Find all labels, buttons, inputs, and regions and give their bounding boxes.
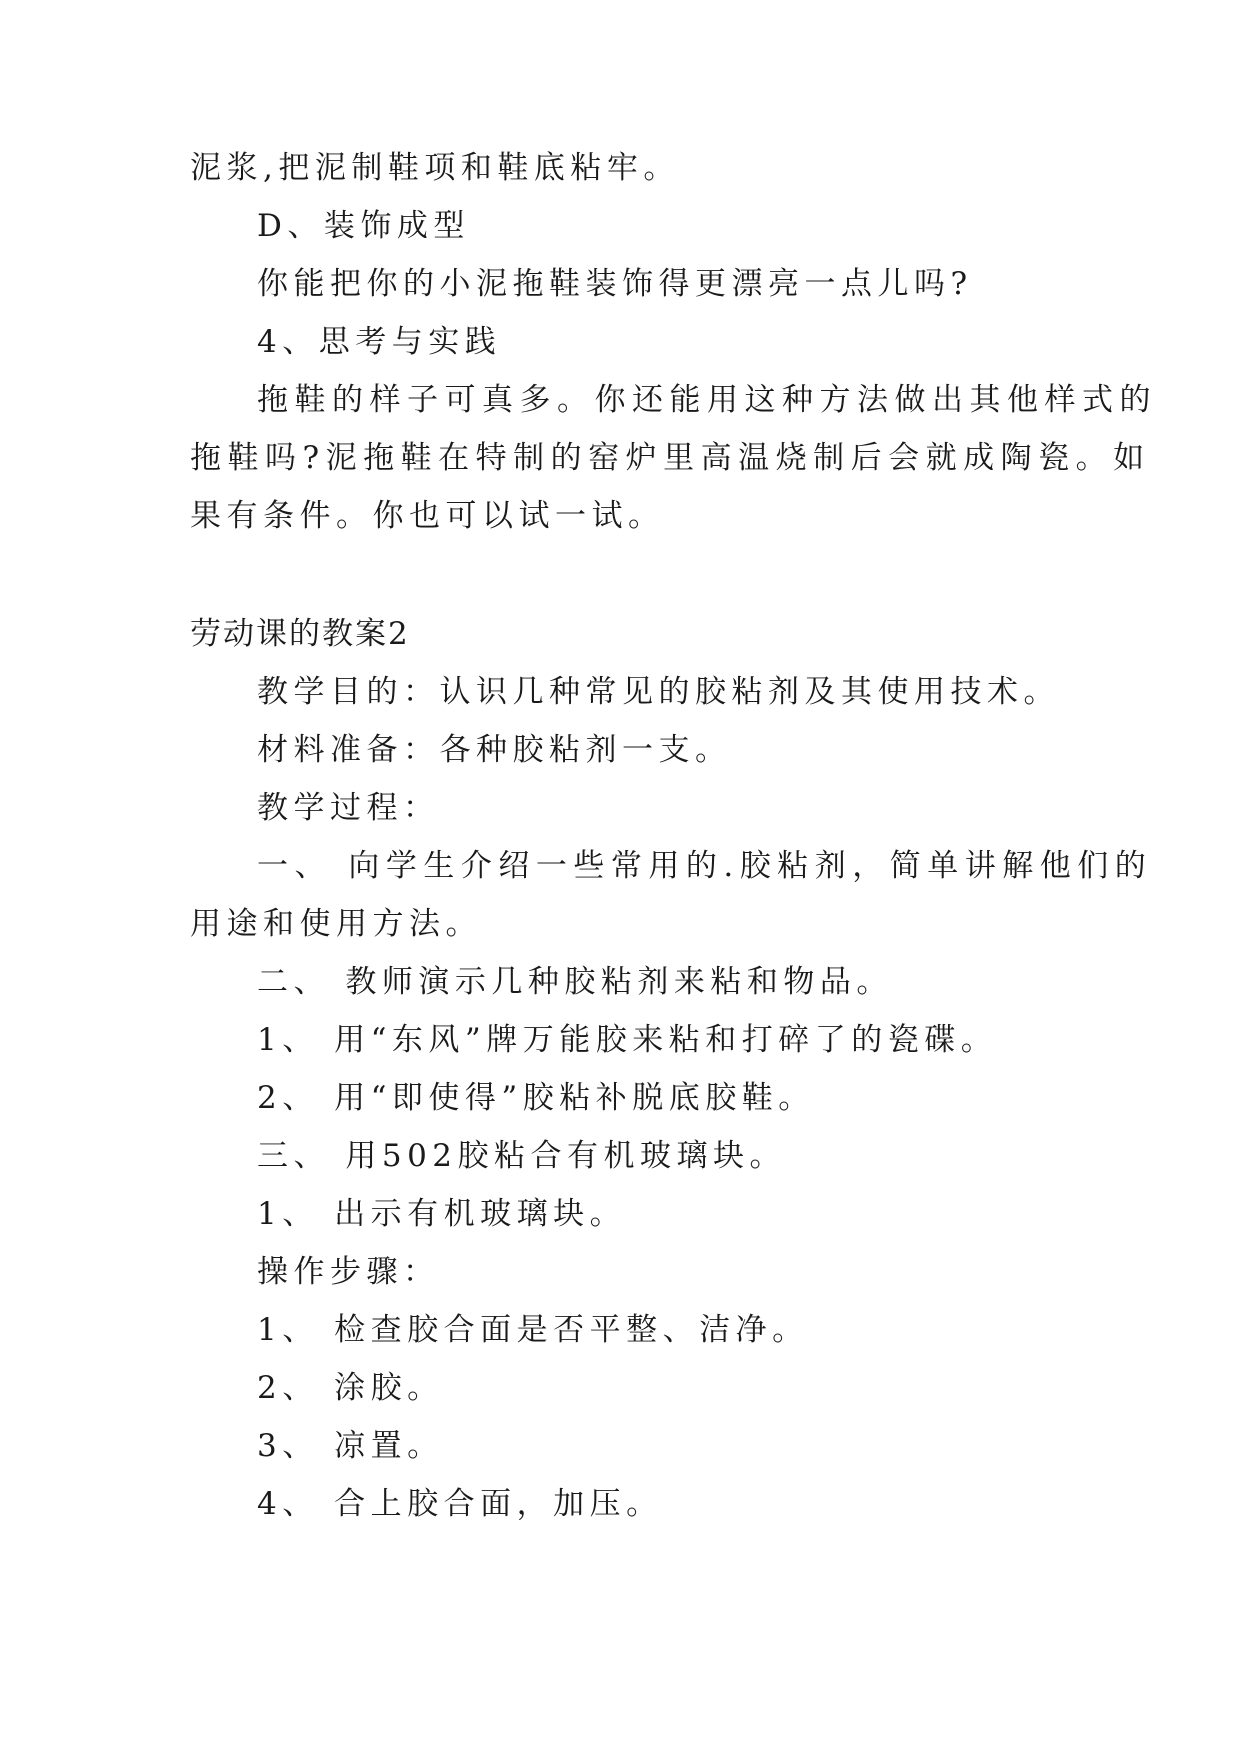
paragraph-line: 果有条件。你也可以试一试。: [190, 498, 665, 534]
step-heading-d: D、装饰成型: [257, 208, 470, 244]
list-item: 二、 教师演示几种胶粘剂来粘和物品。: [257, 964, 893, 1000]
step-heading-4: 4、思考与实践: [257, 324, 502, 360]
step-item: 2、 涂胶。: [257, 1370, 444, 1406]
paragraph-line: 拖鞋的样子可真多。你还能用这种方法做出其他样式的: [257, 382, 1157, 418]
paragraph-line: 拖鞋吗?泥拖鞋在特制的窑炉里高温烧制后会就成陶瓷。如: [190, 440, 1151, 476]
section-heading: 劳动课的教案2: [190, 616, 410, 652]
list-item: 一、 向学生介绍一些常用的.胶粘剂，简单讲解他们的: [257, 848, 1153, 884]
steps-label: 操作步骤：: [257, 1254, 440, 1290]
sub-list-item: 1、 用“东风”牌万能胶来粘和打碎了的瓷碟。: [257, 1022, 998, 1058]
paragraph-line: 泥浆,把泥制鞋项和鞋底粘牢。: [190, 150, 680, 186]
step-item: 3、 凉置。: [257, 1428, 444, 1464]
list-item: 三、 用502胶粘合有机玻璃块。: [257, 1138, 787, 1174]
materials: 材料准备：各种胶粘剂一支。: [257, 732, 732, 768]
process-label: 教学过程：: [257, 790, 440, 826]
list-item-continuation: 用途和使用方法。: [190, 906, 482, 942]
step-item: 1、 检查胶合面是否平整、洁净。: [257, 1312, 809, 1348]
step-d-text: 你能把你的小泥拖鞋装饰得更漂亮一点儿吗?: [257, 266, 973, 302]
teaching-goal: 教学目的：认识几种常见的胶粘剂及其使用技术。: [257, 674, 1060, 710]
sub-list-item: 2、 用“即使得”胶粘补脱底胶鞋。: [257, 1080, 815, 1116]
sub-list-item: 1、 出示有机玻璃块。: [257, 1196, 627, 1232]
step-item: 4、 合上胶合面，加压。: [257, 1486, 663, 1522]
